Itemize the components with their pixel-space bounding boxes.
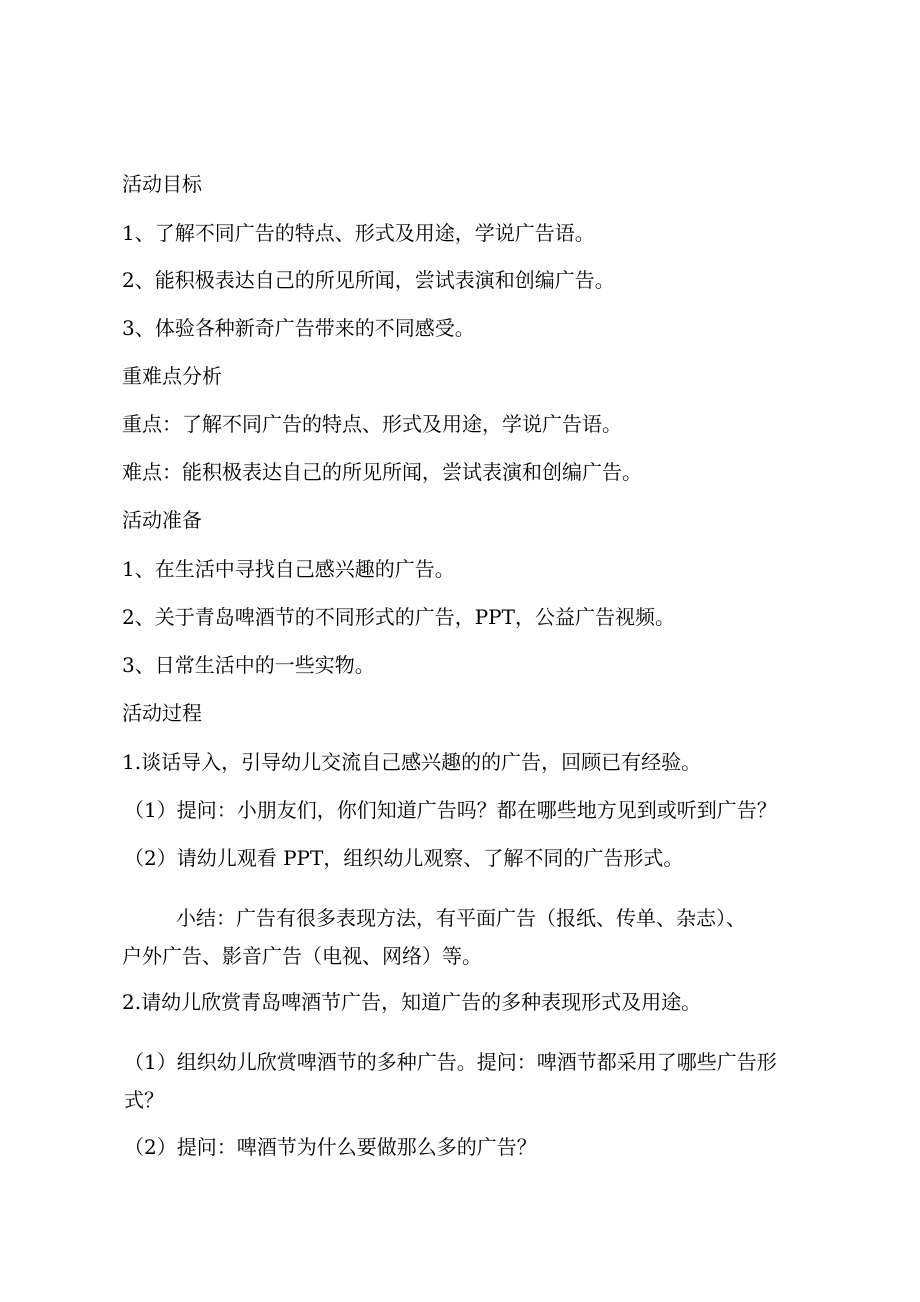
heading-activity-process: 活动过程 [122,701,202,725]
goal-item-2: 2、能积极表达自己的所见所闻，尝试表演和创编广告。 [122,268,615,292]
step-2-question-2: （2）提问：啤酒节为什么要做那么多的广告？ [124,1135,537,1159]
summary-paragraph: 小结：广告有很多表现方法，有平面广告（报纸、传单、杂志）、户外广告、影音广告（电视、网络）等。 [122,906,746,968]
prep-item-2: 2、关于青岛啤酒节的不同形式的广告，PPT，公益广告视频。 [122,605,675,629]
prep-item-3: 3、日常生活中的一些实物。 [122,653,375,677]
step-2-question-1: （1）组织幼儿欣赏啤酒节的多种广告。提问：啤酒节都采用了哪些广告形式？ [124,1050,777,1112]
process-step-1: 1.谈话导入，引导幼儿交流自己感兴趣的的广告，回顾已有经验。 [122,750,702,774]
heading-key-points: 重难点分析 [122,364,222,388]
step-1-question-2: （2）请幼儿观看 PPT，组织幼儿观察、了解不同的广告形式。 [124,846,684,870]
goal-item-1: 1、了解不同广告的特点、形式及用途，学说广告语。 [122,221,595,245]
prep-item-1: 1、在生活中寻找自己感兴趣的广告。 [122,557,455,581]
heading-activity-preparation: 活动准备 [122,508,202,532]
step-1-question-1: （1）提问：小朋友们，你们知道广告吗？都在哪些地方见到或听到广告？ [124,798,777,822]
difficult-point: 难点：能积极表达自己的所见所闻，尝试表演和创编广告。 [122,460,642,484]
goal-item-3: 3、体验各种新奇广告带来的不同感受。 [122,316,475,340]
process-step-2: 2.请幼儿欣赏青岛啤酒节广告，知道广告的多种表现形式及用途。 [122,990,702,1014]
key-point: 重点：了解不同广告的特点、形式及用途，学说广告语。 [122,412,622,436]
heading-activity-goals: 活动目标 [122,172,202,196]
